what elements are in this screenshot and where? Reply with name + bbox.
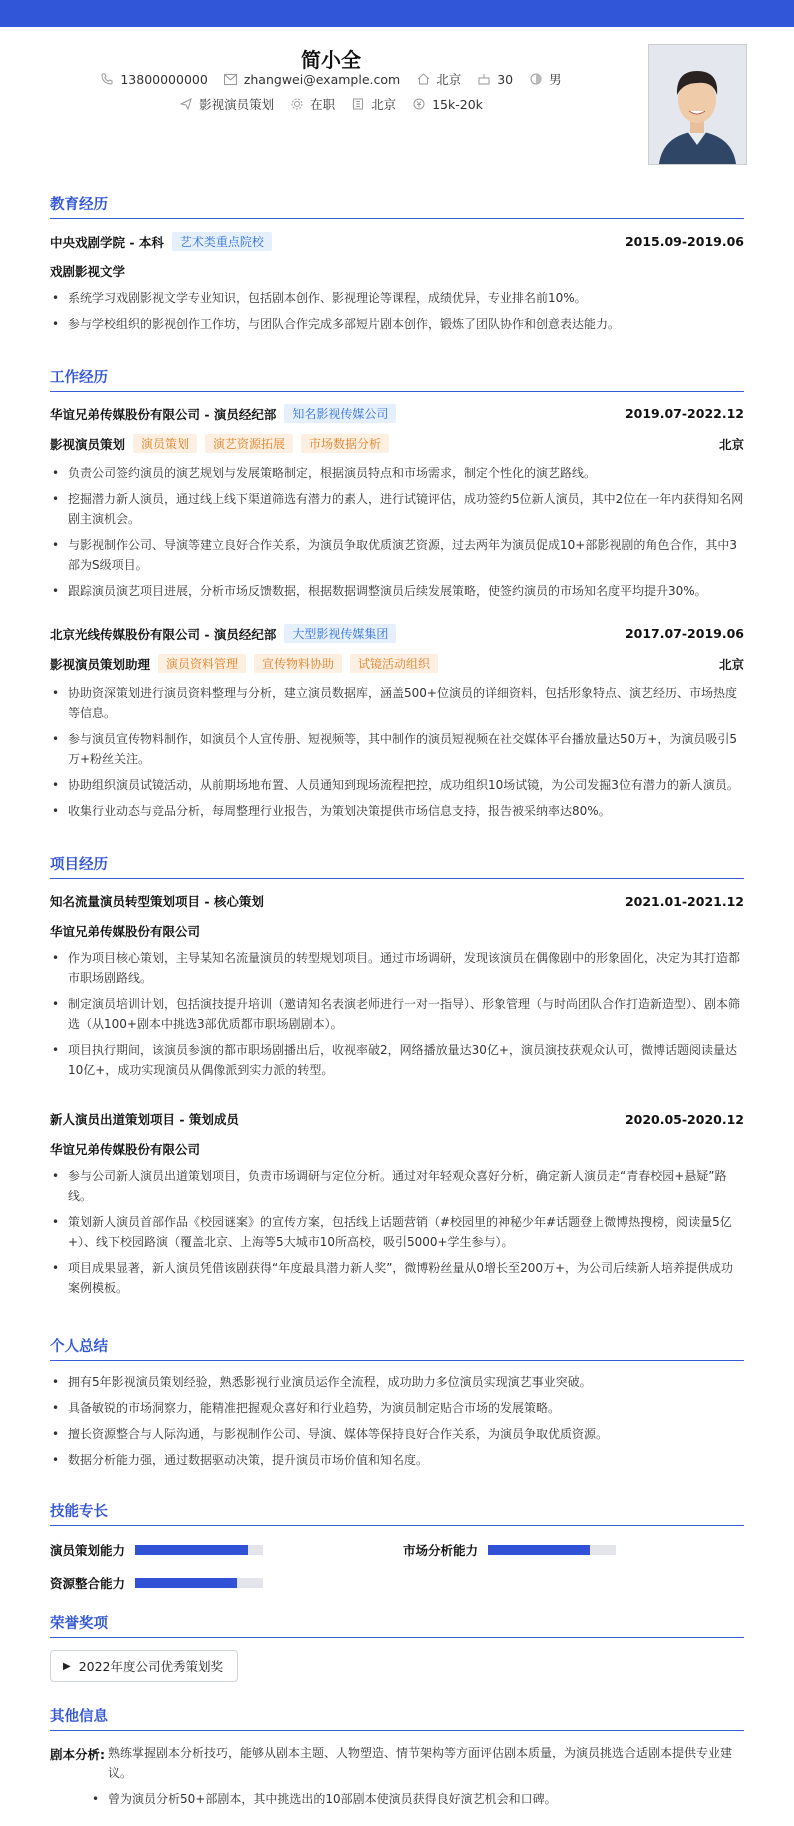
list-item: • 参与学校组织的影视创作工作坊，与团队合作完成多部短片剧本创作，锻炼了团队协作和创意表达能力。	[50, 314, 744, 334]
skills-section-title: 技能专长	[50, 1500, 744, 1526]
skill-name: 市场分析能力	[403, 1543, 479, 1558]
skill-tag: 试镜活动组织	[350, 654, 438, 673]
city-item	[416, 70, 461, 88]
list-item: • 收集行业动态与竞品分析，每周整理行业报告，为策划决策提供市场信息支持，报告被采纳率达80%。	[50, 801, 744, 821]
education-date: 2015.09-2019.06	[624, 234, 744, 249]
list-item: • 拥有5年影视演员策划经验，熟悉影视行业演员运作全流程，成功助力多位演员实现演艺事业突破。	[50, 1372, 744, 1392]
education-section-title: 教育经历	[50, 193, 744, 219]
skill-bar	[488, 1545, 616, 1555]
summary-section-title: 个人总结	[50, 1335, 744, 1361]
mail-icon	[224, 72, 238, 86]
list-item: • 协助组织演员试镜活动，从前期场地布置、人员通知到现场流程把控，成功组织10场试镜，为公司发掘3位有潜力的新人演员。	[50, 775, 744, 795]
job-date: 2017.07-2019.06	[624, 626, 744, 641]
project-bullets	[50, 1166, 744, 1304]
target-city-item	[351, 95, 396, 113]
company-tag: 大型影视传媒集团	[284, 624, 396, 643]
target-city-text: 北京	[371, 97, 397, 112]
home-icon	[416, 72, 430, 86]
projects-section-title: 项目经历	[50, 853, 744, 879]
skill-tag: 演艺资源拓展	[205, 434, 293, 453]
job-position-row	[50, 434, 744, 453]
role-item	[179, 95, 274, 113]
salary-item	[412, 97, 483, 112]
education-school-row	[50, 232, 744, 251]
list-item: • 与影视制作公司、导演等建立良好合作关系，为演员争取优质演艺资源，过去两年为演员促成10+部影视剧的角色合作，其中3部为S级项目。	[50, 535, 744, 575]
award-text: 2022年度公司优秀策划奖	[78, 1659, 224, 1674]
phone-icon	[100, 72, 114, 86]
skill-name: 资源整合能力	[50, 1576, 126, 1591]
status-item	[290, 95, 335, 113]
list-item: • 跟踪演员演艺项目进展，分析市场反馈数据，根据数据调整演员后续发展策略，使签约演员的市场知名度平均提升30%。	[50, 581, 744, 601]
list-item: • 项目成果显著，新人演员凭借该剧获得“年度最具潜力新人奖”，微博粉丝量从0增长至200万+，为公司后续新人培养提供成功案例模板。	[50, 1258, 744, 1298]
list-item: • 熟练掌握剧本分析技巧，能够从剧本主题、人物塑造、情节架构等方面评估剧本质量，为演员挑选合适剧本提供专业建议。	[90, 1743, 740, 1783]
email-item	[224, 72, 400, 87]
skill-tag: 宣传物料协助	[254, 654, 342, 673]
job-bullets	[50, 683, 744, 827]
job-position: 影视演员策划	[50, 436, 126, 452]
skill-item	[50, 1574, 263, 1592]
city-text: 北京	[436, 72, 462, 87]
job-location: 北京	[718, 436, 744, 452]
list-item: • 数据分析能力强，通过数据驱动决策，提升演员市场价值和知名度。	[50, 1450, 744, 1470]
candidate-name: 简小全	[301, 48, 361, 72]
intention-row	[0, 95, 662, 113]
award-item[interactable]	[50, 1650, 238, 1682]
building-icon	[351, 97, 365, 111]
job-company: 北京光线传媒股份有限公司 - 演员经纪部	[50, 626, 277, 642]
project-date: 2021.01-2021.12	[624, 893, 744, 909]
expand-triangle-icon: ▶	[63, 1660, 71, 1672]
gender-icon	[529, 72, 543, 86]
salary-text: 15k-20k	[432, 96, 483, 112]
profile-photo	[648, 44, 747, 165]
summary-bullets	[50, 1372, 744, 1476]
list-item: • 制定演员培训计划，包括演技提升培训（邀请知名表演老师进行一对一指导）、形象管理（与时尚团队合作打造新造型）、剧本筛选（从100+剧本中挑选3部优质都市职场剧剧本）。	[50, 994, 744, 1034]
job-bullets	[50, 463, 744, 607]
project-org: 华谊兄弟传媒股份有限公司	[50, 1142, 201, 1157]
list-item: • 曾为演员分析50+部剧本，其中挑选出的10部剧本使演员获得良好演艺机会和口碑。	[90, 1789, 740, 1809]
job-position-row	[50, 654, 744, 673]
project-name: 知名流量演员转型策划项目 - 核心策划	[50, 894, 264, 909]
email-text: zhangwei@example.com	[243, 71, 401, 87]
skill-bar-fill	[488, 1545, 590, 1555]
gear-icon	[290, 97, 304, 111]
skill-bar-fill	[135, 1578, 237, 1588]
gender-text: 男	[549, 72, 562, 87]
education-major: 戏剧影视文学	[50, 264, 126, 279]
job-header-row	[50, 624, 744, 643]
job-date: 2019.07-2022.12	[624, 406, 744, 421]
phone-text: 13800000000	[120, 71, 208, 87]
project-org: 华谊兄弟传媒股份有限公司	[50, 924, 201, 939]
list-item: • 作为项目核心策划，主导某知名流量演员的转型规划项目。通过市场调研，发现该演员在偶像剧中的形象固化，决定为其打造都市职场剧路线。	[50, 948, 744, 988]
job-company: 华谊兄弟传媒股份有限公司 - 演员经纪部	[50, 406, 277, 422]
job-position: 影视演员策划助理	[50, 656, 151, 672]
project-name: 新人演员出道策划项目 - 策划成员	[50, 1112, 239, 1127]
money-icon	[412, 97, 426, 111]
skill-name: 演员策划能力	[50, 1543, 126, 1558]
phone-item	[100, 72, 207, 87]
list-item: • 具备敏锐的市场洞察力，能精准把握观众喜好和行业趋势，为演员制定贴合市场的发展策略。	[50, 1398, 744, 1418]
job-location: 北京	[718, 656, 744, 672]
cake-icon	[477, 72, 491, 86]
list-item: • 系统学习戏剧影视文学专业知识，包括剧本创作、影视理论等课程，成绩优异，专业排名前10%。	[50, 288, 744, 308]
age-text: 30	[497, 71, 514, 87]
other-section-title: 其他信息	[50, 1705, 744, 1731]
list-item: • 参与公司新人演员出道策划项目，负责市场调研与定位分析。通过对年轻观众喜好分析，确定新人演员走“青春校园+悬疑”路线。	[50, 1166, 744, 1206]
contact-row	[0, 70, 662, 88]
send-icon	[179, 97, 193, 111]
project-header-row	[50, 892, 744, 910]
list-item: • 参与演员宣传物料制作，如演员个人宣传册、短视频等，其中制作的演员短视频在社交媒体平台播放量达50万+，为演员吸引5万+粉丝关注。	[50, 729, 744, 769]
skill-item	[403, 1541, 616, 1559]
status-text: 在职	[310, 97, 336, 112]
list-item: • 挖掘潜力新人演员，通过线上线下渠道筛选有潜力的素人，进行试镜评估，成功签约5位新人演员，其中2位在一年内获得知名网剧主演机会。	[50, 489, 744, 529]
work-section-title: 工作经历	[50, 366, 744, 392]
skill-tag: 演员策划	[133, 434, 197, 453]
other-label: 剧本分析:	[50, 1747, 105, 1762]
education-bullets	[50, 288, 744, 340]
awards-section-title: 荣誉奖项	[50, 1612, 744, 1638]
job-header-row	[50, 404, 744, 423]
school-name: 中央戏剧学院 - 本科	[50, 234, 164, 250]
skill-item	[50, 1541, 263, 1559]
project-bullets	[50, 948, 744, 1086]
age-item	[477, 72, 513, 87]
skill-bar	[135, 1578, 263, 1588]
list-item: • 项目执行期间，该演员参演的都市职场剧播出后，收视率破2，网络播放量达30亿+，演员演技获观众认可，微博话题阅读量达10亿+，成功实现演员从偶像派到实力派的转型。	[50, 1040, 744, 1080]
skill-tag: 演员资料管理	[158, 654, 246, 673]
skill-bar	[135, 1545, 263, 1555]
gender-item	[529, 70, 562, 88]
role-text: 影视演员策划	[199, 97, 275, 112]
school-tag: 艺术类重点院校	[172, 232, 272, 251]
skill-bar-fill	[135, 1545, 248, 1555]
list-item: • 擅长资源整合与人际沟通，与影视制作公司、导演、媒体等保持良好合作关系，为演员争取优质资源。	[50, 1424, 744, 1444]
other-bullets	[90, 1743, 740, 1815]
list-item: • 负责公司签约演员的演艺规划与发展策略制定，根据演员特点和市场需求，制定个性化的演艺路线。	[50, 463, 744, 483]
company-tag: 知名影视传媒公司	[284, 404, 396, 423]
project-date: 2020.05-2020.12	[624, 1111, 744, 1127]
skill-tag: 市场数据分析	[301, 434, 389, 453]
list-item: • 策划新人演员首部作品《校园谜案》的宣传方案，包括线上话题营销（#校园里的神秘少年#话题登上微博热搜榜，阅读量5亿+）、线下校园路演（覆盖北京、上海等5大城市10所高校，吸引5000+学生参与）。	[50, 1212, 744, 1252]
project-header-row	[50, 1110, 744, 1128]
list-item: • 协助资深策划进行演员资料整理与分析，建立演员数据库，涵盖500+位演员的详细资料，包括形象特点、演艺经历、市场热度等信息。	[50, 683, 744, 723]
top-accent-bar	[0, 0, 794, 27]
